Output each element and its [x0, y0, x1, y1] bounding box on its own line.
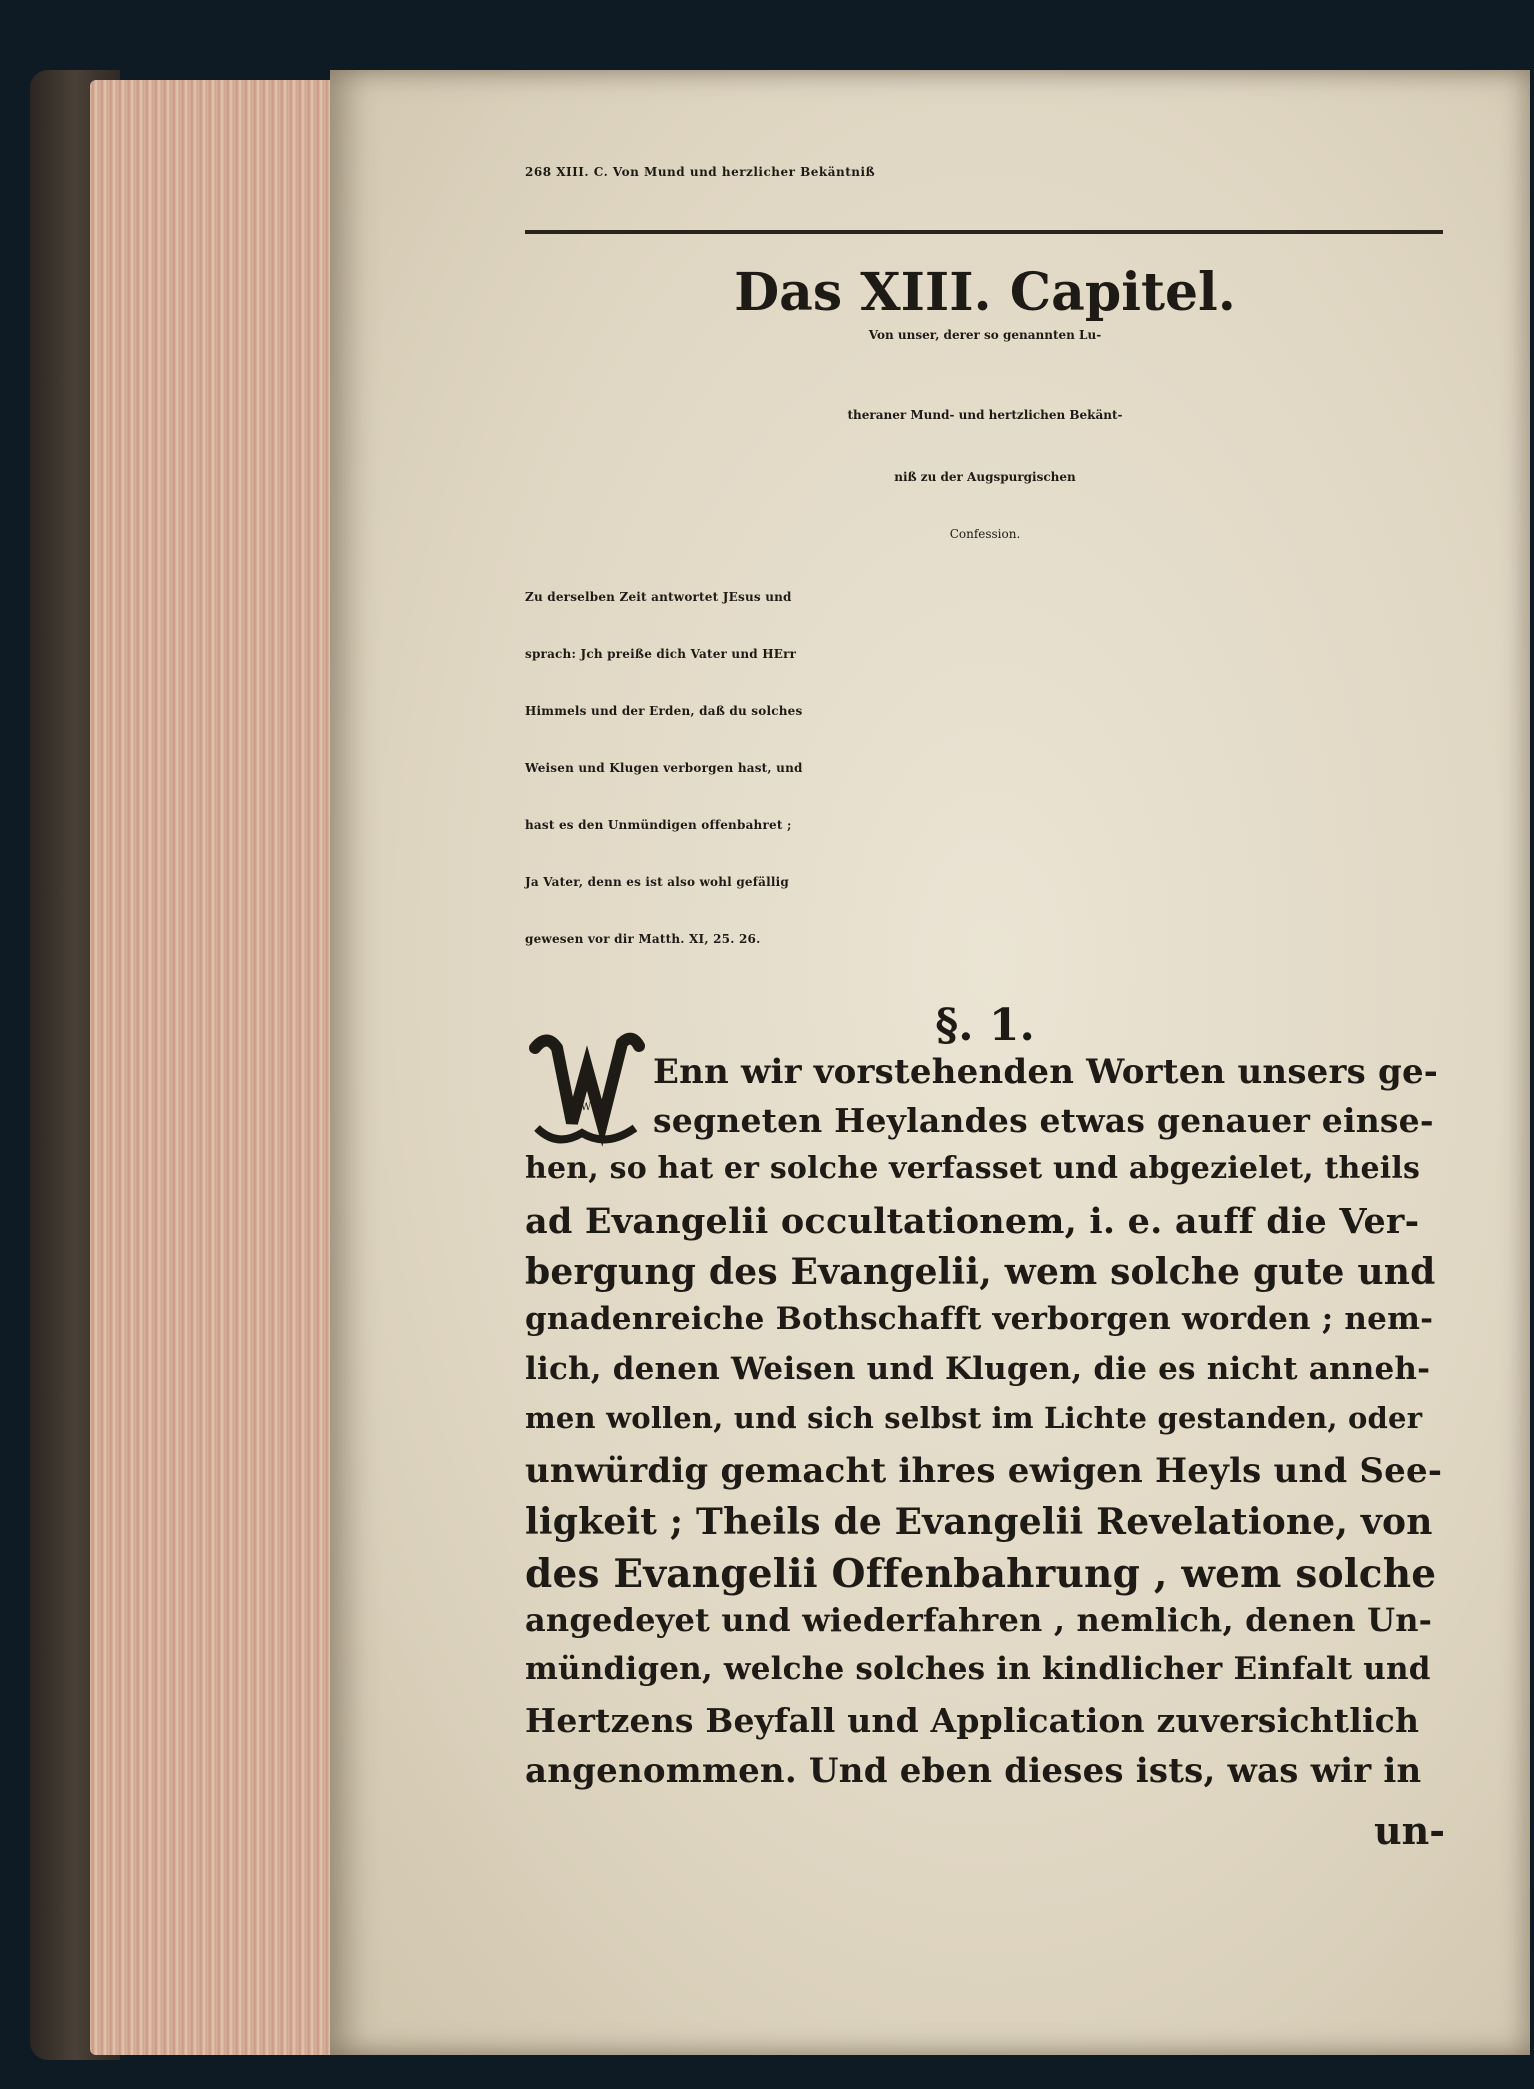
- verse-line: sprach: Jch preiße dich Vater und HErr: [525, 647, 797, 661]
- chapter-heading: Das XIII. Capitel.: [734, 262, 1236, 323]
- paragraph-line: men wollen, und sich selbst im Lichte gestanden, oder: [525, 1401, 1423, 1435]
- paragraph-line: mündigen, welche solches in kindlicher Einfalt und: [525, 1651, 1431, 1687]
- title-line: Confession.: [949, 527, 1021, 541]
- paragraph-line: gnadenreiche Bothschafft verborgen worden ; nem-: [525, 1301, 1434, 1337]
- section-mark: §. 1.: [935, 1000, 1035, 1051]
- verse-line: Zu derselben Zeit antwortet JEsus und: [525, 590, 792, 604]
- verse-line: gewesen vor dir Matth. XI, 25. 26.: [525, 932, 761, 946]
- paragraph-line: hen, so hat er solche verfasset und abgezielet, theils: [525, 1151, 1421, 1186]
- paragraph-line: des Evangelii Offenbahrung , wem solche: [525, 1551, 1437, 1597]
- verse-line: Himmels und der Erden, daß du solches: [525, 704, 803, 718]
- paragraph-line: lich, denen Weisen und Klugen, die es nicht anneh-: [525, 1351, 1431, 1387]
- dropcap-ornament: [527, 1028, 645, 1150]
- verse-line: Ja Vater, denn es ist also wohl gefällig: [525, 875, 789, 889]
- paragraph-line: bergung des Evangelii, wem solche gute und: [525, 1251, 1436, 1293]
- title-line: niß zu der Augspurgischen: [894, 470, 1076, 484]
- dropcap-letter: W: [580, 1102, 592, 1113]
- paragraph-line: segneten Heylandes etwas genauer einse-: [653, 1101, 1434, 1140]
- title-line: Von unser, derer so genannten Lu-: [868, 328, 1102, 342]
- header-rule: [525, 230, 1443, 234]
- title-line: theraner Mund- und hertzlichen Bekänt-: [847, 408, 1123, 422]
- paragraph-line: angedeyet und wiederfahren , nemlich, denen Un-: [525, 1601, 1433, 1639]
- paragraph-line: ligkeit ; Theils de Evangelii Revelatione, von: [525, 1501, 1433, 1543]
- paragraph-line: angenommen. Und eben dieses ists, was wir in: [525, 1751, 1422, 1791]
- paragraph-line: Enn wir vorstehenden Worten unsers ge-: [653, 1052, 1439, 1092]
- catchword: un-: [1373, 1808, 1445, 1853]
- paragraph-line: ad Evangelii occultationem, i. e. auff die Ver-: [525, 1201, 1420, 1242]
- paragraph-line: unwürdig gemacht ihres ewigen Heyls und See-: [525, 1451, 1443, 1491]
- page-edges: [90, 80, 350, 2055]
- verse-line: Weisen und Klugen verborgen hast, und: [525, 761, 803, 775]
- paragraph-line: Hertzens Beyfall und Application zuversichtlich: [525, 1701, 1420, 1740]
- verse-line: hast es den Unmündigen offenbahret ;: [525, 818, 792, 832]
- running-header: 268 XIII. C. Von Mund und herzlicher Bekäntniß: [525, 165, 876, 179]
